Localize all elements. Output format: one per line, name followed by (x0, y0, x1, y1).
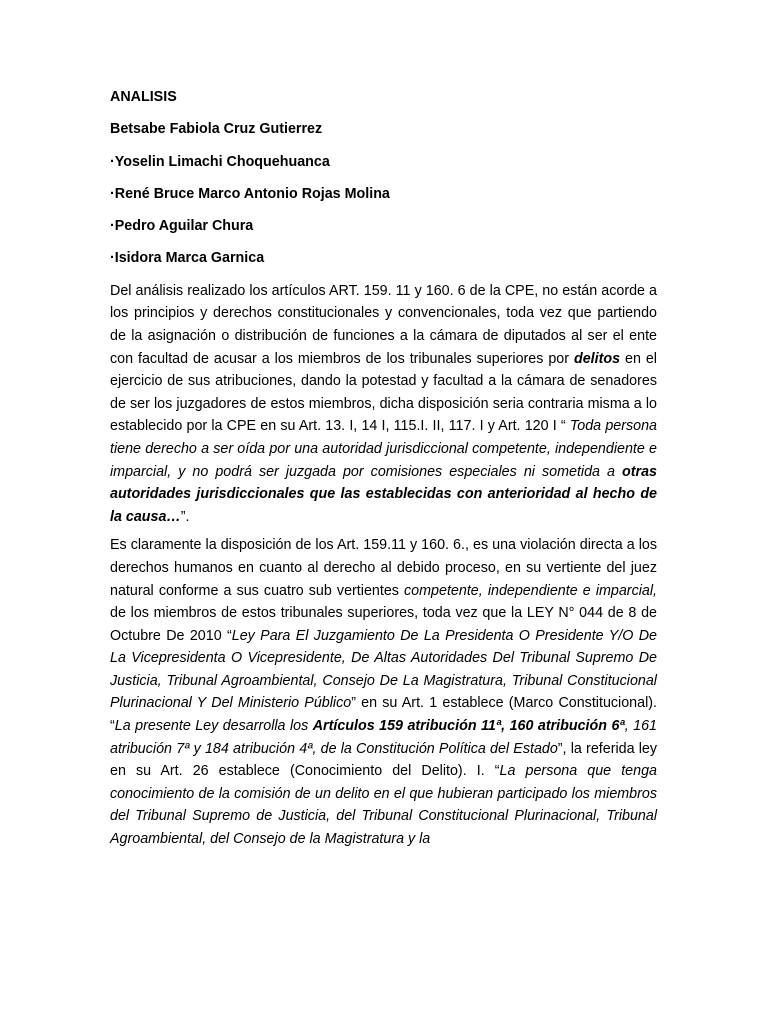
document-page (110, 86, 657, 857)
law-title: Ley Para El Juzgamiento De La Presidenta O Presidente Y/O De La Vicepresidenta O Vicepresidente, De Altas Autoridades Del Tribunal Supremo De Justicia, Tribunal Agroambiental, Consejo De La Magistratura, Tribunal Constitucional Plurinacional Y Del Ministerio Público (110, 627, 657, 712)
quoted-text: , 161 atribución 7ª y 184 atribución 4ª, de la Constitución Política del Estado (110, 718, 657, 757)
paragraph-violation (110, 534, 657, 850)
document-title: ANALISIS (110, 89, 177, 105)
text-run: ” en su Art. 1 establece (Marco Constitucional). “ (110, 695, 657, 735)
author-name: ·René Bruce Marco Antonio Rojas Molina (110, 185, 390, 202)
quoted-text: La presente Ley desarrolla los (114, 718, 313, 735)
quoted-text: La persona que tenga conocimiento de la comisión de un delito en el que hubieran participado los miembros del Tribunal Supremo de Justicia, del Tribunal Constitucional Plurinacional, Tribunal Agroambiental, del Consejo de la Magistratura y la (110, 763, 657, 848)
author-name: ·Pedro Aguilar Chura (110, 218, 254, 235)
emphasis-text: otras autoridades jurisdiccionales que las establecidas con anterioridad al hecho de la causa… (110, 463, 657, 525)
emphasis-text: Artículos 159 atribución 11ª, 160 atribución 6ª (312, 718, 625, 735)
author-name: ·Isidora Marca Garnica (110, 250, 265, 267)
author-name: Betsabe Fabiola Cruz Gutierrez (110, 121, 323, 138)
text-run: de los miembros de estos tribunales superiores, toda vez que la LEY N° 044 de 8 de Octubre De 2010 “ (110, 605, 657, 644)
text-run: ”. (180, 508, 190, 525)
emphasis-text: delitos (573, 350, 621, 367)
text-run: en el ejercicio de sus atribuciones, dando la potestad y facultad a la cámara de senadores de ser los juzgadores de estos miembros, dicha disposición seria contraria misma a lo establecido por la CPE en su Art. 13. I, 14 I, 115.I. II, 117. I y Art. 120 I “ (110, 350, 657, 435)
paragraph-analysis (110, 280, 657, 529)
quoted-text: competente, independiente e imparcial, (404, 582, 657, 599)
text-run: Del análisis realizado los artículos ART. 159. 11 y 160. 6 de la CPE, no están acorde a los principios y derechos constitucionales y convencionales, toda vez que partiendo de la asignación o distribución de funciones a la cámara de diputados al ser el ente con facultad de acusar a los miembros de los tribunales superiores por (110, 282, 657, 367)
author-name: ·Yoselin Limachi Choquehuanca (110, 153, 330, 170)
text-run: ”, la referida ley en su Art. 26 establece (Conocimiento del Delito). I. “ (110, 740, 658, 780)
text-run: Es claramente la disposición de los Art. 159.11 y 160. 6., es una violación directa a los derechos humanos en cuanto al derecho al debido proceso, en su vertiente del juez natural conforme a sus cuatro sub vertientes (110, 537, 657, 599)
quoted-text: Toda persona tiene derecho a ser oída por una autoridad jurisdiccional competente, independiente e imparcial, y no podrá ser juzgada por comisiones especiales ni sometida a (110, 418, 657, 480)
